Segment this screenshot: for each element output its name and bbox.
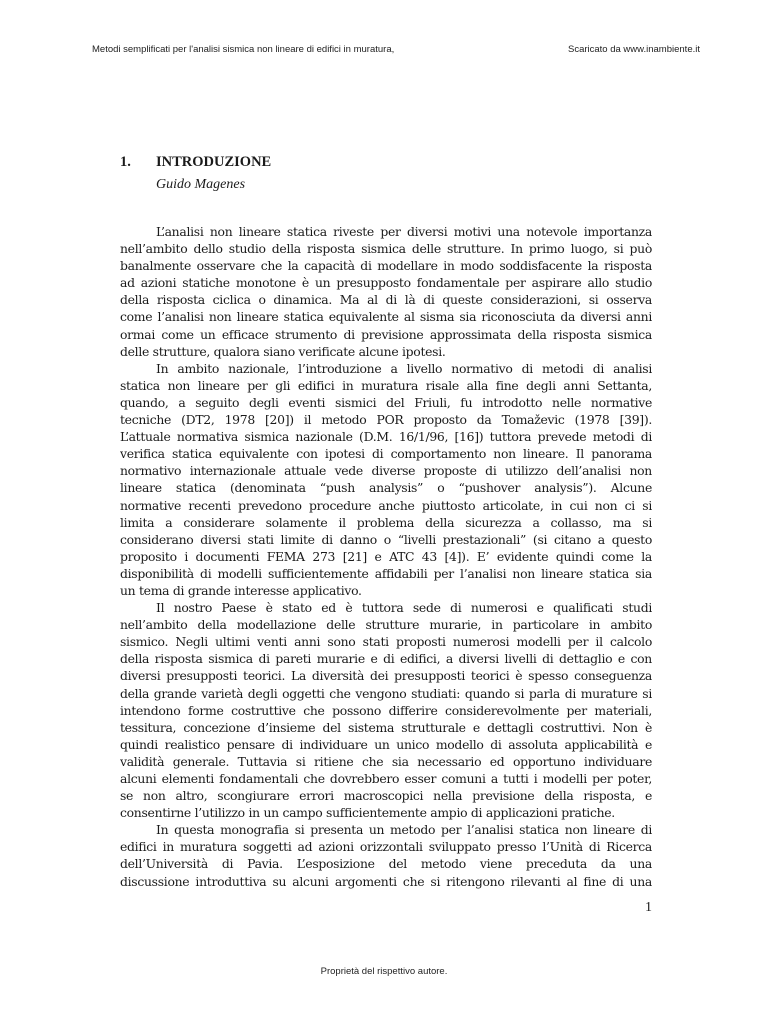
paragraph-line: ad azioni statiche monotone è un presupposto fondamentale per aspirare allo studio xyxy=(120,275,652,291)
paragraph-line: se non altro, scongiurare errori macroscopici nella previsione della risposta, e xyxy=(120,788,652,804)
section-author: Guido Magenes xyxy=(156,177,246,192)
body-text xyxy=(120,223,652,890)
paragraph-line: edifici in muratura soggetti ad azioni orizzontali sviluppato presso l’Unità di Ricerca xyxy=(120,839,652,855)
paragraph-line: ormai come un efficace strumento di previsione approssimata della risposta sismica xyxy=(120,326,652,342)
paragraph xyxy=(120,821,652,889)
paragraph-line: normative recenti prevedono procedure anche piuttosto articolate, in cui non ci si xyxy=(120,497,652,513)
paragraph-line: disponibilità di modelli sufficientemente affidabili per l’analisi non lineare statica sia xyxy=(120,565,652,581)
paragraph-line: proposito i documenti FEMA 273 [21] e ATC 43 [4]). E’ evidente quindi come la xyxy=(120,548,652,564)
paragraph-line: della risposta ciclica o dinamica. Ma al di là di queste considerazioni, si osserva xyxy=(120,292,652,308)
paragraph-line: normativo internazionale attuale vede diverse proposte di utilizzo dell’analisi non xyxy=(120,463,652,479)
paragraph-line: quando, a seguito degli eventi sismici del Friuli, fu introdotto nelle normative xyxy=(120,394,652,410)
paragraph-line: In ambito nazionale, l’introduzione a livello normativo di metodi di analisi xyxy=(156,360,652,376)
paragraph xyxy=(120,223,652,360)
paragraph-line: tessitura, concezione d’insieme del sistema strutturale e dettagli costruttivi. Non è xyxy=(120,719,652,735)
paragraph-line: verifica statica equivalente con ipotesi di comportamento non lineare. Il panorama xyxy=(120,446,652,462)
paragraph-line: della grande varietà degli oggetti che vengono studiati: quando si parla di murature si xyxy=(120,685,652,701)
paragraph-line: consentirne l’utilizzo in un campo sufficientemente ampio di applicazioni pratiche. xyxy=(120,805,615,821)
paragraph-line: L’analisi non lineare statica riveste per diversi motivi una notevole importanza xyxy=(156,224,652,239)
paragraph-line: considerano diversi stati limite di danno o “livelli prestazionali” (si citano a questo xyxy=(120,531,652,547)
paragraph xyxy=(120,360,652,599)
paragraph-line: statica non lineare per gli edifici in muratura risale alla fine degli anni Settanta, xyxy=(120,377,652,393)
section-heading xyxy=(120,154,271,171)
paragraph xyxy=(120,599,652,821)
paragraph-line: validità generale. Tuttavia si ritiene che sia necessario ed opportuno individuare xyxy=(120,753,652,769)
paragraph-line: discussione introduttiva su alcuni argomenti che si ritengono rilevanti al fine di una xyxy=(120,873,652,889)
page-footer: Proprietà del rispettivo autore. xyxy=(320,966,448,977)
paragraph-line: intendono forme costruttive che possono differire considerevolmente per materiali, xyxy=(120,702,652,718)
paragraph-line: nell’ambito della modellazione delle strutture murarie, in particolare in ambito xyxy=(120,617,652,633)
paragraph-line: diversi presupposti teorici. La diversità dei presupposti teorici è spesso conseguenza xyxy=(120,668,652,684)
section-number: 1. xyxy=(120,154,131,170)
header-document-title: Metodi semplificati per l'analisi sismica non lineare di edifici in muratura, xyxy=(92,44,395,55)
paragraph-line: alcuni elementi fondamentali che dovrebbero esser comuni a tutti i modelli per poter, xyxy=(120,771,652,786)
paragraph-line: come l’analisi non lineare statica equivalente al sisma sia riconosciuta da diversi anni xyxy=(120,309,652,325)
paragraph-line: un tema di grande interesse applicativo. xyxy=(120,582,362,598)
paragraph-line: della risposta sismica di pareti murarie e di edifici, a diversi livelli di dettaglio e con xyxy=(120,651,652,667)
paragraph-line: In questa monografia si presenta un metodo per l’analisi statica non lineare di xyxy=(156,822,652,838)
paragraph-line: nell’ambito dello studio della risposta sismica delle strutture. In primo luogo, si può xyxy=(120,241,652,257)
paragraph-line: L’attuale normativa sismica nazionale (D.M. 16/1/96, [16]) tuttora prevede metodi di xyxy=(120,429,652,445)
paragraph-line: delle strutture, qualora siano verificate alcune ipotesi. xyxy=(120,343,446,359)
paragraph-line: Il nostro Paese è stato ed è tuttora sede di numerosi e qualificati studi xyxy=(156,600,652,616)
paragraph-line: tecniche (DT2, 1978 [20]) il metodo POR proposto da Tomaževic (1978 [39]). xyxy=(120,412,652,428)
page-number: 1 xyxy=(645,900,652,915)
paragraph-line: quindi realistico pensare di individuare un unico modello di assoluta applicabilità e xyxy=(120,736,652,752)
paragraph-line: dell’Università di Pavia. L’esposizione del metodo viene preceduta da una xyxy=(120,856,652,872)
paragraph-line: sismico. Negli ultimi venti anni sono stati proposti numerosi modelli per il calcolo xyxy=(120,634,652,650)
paragraph-line: lineare statica (denominata “push analysis” o “pushover analysis”). Alcune xyxy=(120,480,652,496)
header-download-source: Scaricato da www.inambiente.it xyxy=(567,44,700,55)
section-title: INTRODUZIONE xyxy=(156,154,272,170)
paragraph-line: limita a considerare solamente il problema della sicurezza a collasso, ma si xyxy=(120,514,652,530)
paragraph-line: banalmente osservare che la capacità di modellare in modo soddisfacente la risposta xyxy=(120,258,652,274)
